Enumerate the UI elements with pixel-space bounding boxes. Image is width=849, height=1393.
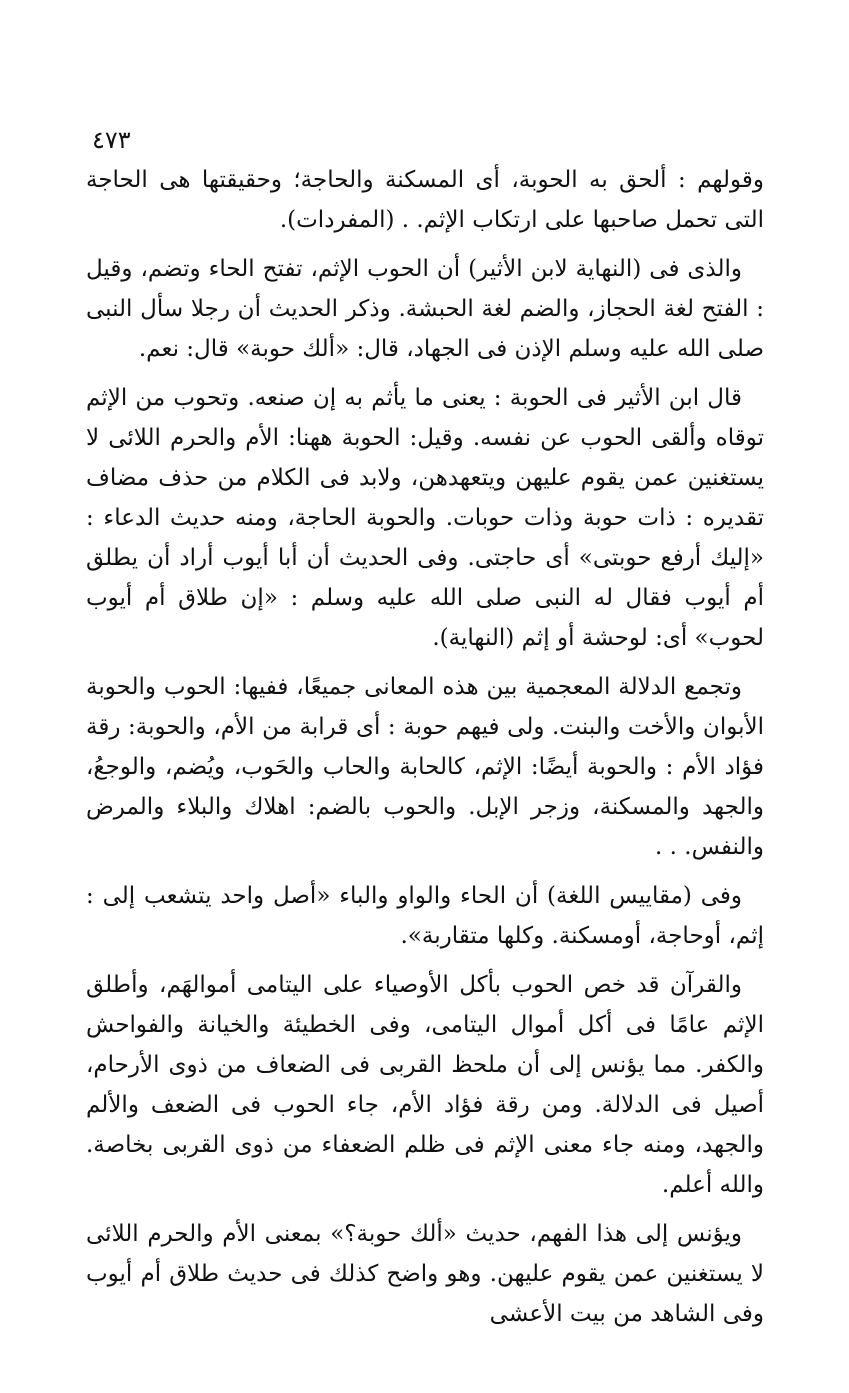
paragraph: وفى (مقاييس اللغة) أن الحاء والواو والباء «أصل واحد يتشعب إلى : إثم، أوحاجة، أومسكنة. وكلها متقاربة».	[86, 883, 764, 949]
paragraph: والقرآن قد خص الحوب بأكل الأوصياء على اليتامى أموالهَم، وأطلق الإثم عامًا فى أكل أموال اليتامى، وفى الخطيئة والخيانة والفواحش والكفر. مما يؤنس إلى أن ملحظ القربى فى الضعاف من ذوى الأرحام، أصيل فى الدلالة. ومن رقة فؤاد الأم، جاء الحوب فى الضعف والألم والجهد، ومنه جاء معنى الإثم فى ظلم الضعفاء من ذوى القربى بخاصة. والله أعلم.	[86, 972, 764, 1198]
paragraph: قال ابن الأثير فى الحوبة : يعنى ما يأثم به إن صنعه. وتحوب من الإثم توقاه وألقى الحوب عن نفسه. وقيل: الحوبة ههنا: الأم والحرم اللائى لا يستغنين عمن يقوم عليهن ويتعهدهن، ولابد فى الكلام من حذف مضاف تقديره : ذات حوبة وذات حوبات. والحوبة الحاجة، ومنه حديث الدعاء : «إليك أرفع حوبتى» أى حاجتى. وفى الحديث أن أبا أيوب أراد أن يطلق أم أيوب فقال له النبى صلى الله عليه وسلم : «إن طلاق أم أيوب لحوب» أى: لوحشة أو إثم (النهاية).	[86, 385, 764, 651]
page-number: ٤٧٣	[92, 126, 131, 154]
paragraph: والذى فى (النهاية لابن الأثير) أن الحوب الإثم، تفتح الحاء وتضم، وقيل : الفتح لغة الحجاز، والضم لغة الحبشة. وذكر الحديث أن رجلا سأل النبى صلى الله عليه وسلم الإذن فى الجهاد، قال: «ألك حوبة» قال: نعم.	[86, 256, 764, 362]
body-text	[86, 160, 764, 1343]
paragraph: ويؤنس إلى هذا الفهم، حديث «ألك حوبة؟» بمعنى الأم والحرم اللائى لا يستغنين عمن يقوم عليهن. وهو واضح كذلك فى حديث طلاق أم أيوب وفى الشاهد من بيت الأعشى	[86, 1221, 764, 1327]
paragraph: وتجمع الدلالة المعجمية بين هذه المعانى جميعًا، ففيها: الحوب والحوبة الأبوان والأخت والبنت. ولى فيهم حوبة : أى قرابة من الأم، والحوبة: رقة فؤاد الأم : والحوبة أيضًا: الإثم، كالحابة والحاب والحَوب، ويُضم، والوجعُ، والجهد والمسكنة، وزجر الإبل. والحوب بالضم: اهلاك والبلاء والمرض والنفس. . .	[86, 674, 764, 860]
paragraph: وقولهم : ألحق به الحوبة، أى المسكنة والحاجة؛ وحقيقتها هى الحاجة التى تحمل صاحبها على ارتكاب الإثم. . (المفردات).	[86, 167, 764, 233]
